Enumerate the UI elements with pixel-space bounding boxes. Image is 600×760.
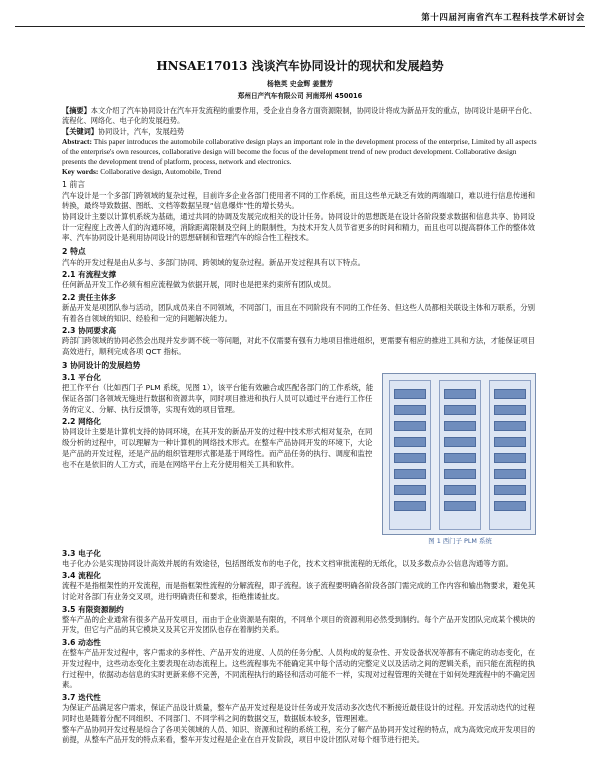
figure-caption: 图 1 西门子 PLM 系统	[428, 537, 492, 546]
subsection-heading: 3.6 动态性	[62, 638, 101, 648]
paragraph: 汽车的开发过程是由从多与、多部门协同、跨领域的复杂过程。新品开发过程具有以下特点。	[62, 257, 366, 267]
subsection-heading: 3.7 迭代性	[62, 693, 101, 703]
abstract	[62, 106, 538, 127]
paragraph: 汽车设计是一个多部门跨领域的复杂过程，目前许多企业各部门使用者不同的工作系统，而且这些单元缺乏有效的两端端口，难以进行信息传递和转换，最终导致数据、图纸、文档等数据呈现“信息爆炸”性的增长势头。	[62, 190, 536, 211]
paragraph: 流程不是指框架性的开发流程，而是指框架性流程的分解流程，即子流程。该子流程要明确各阶段各部门需完成的工作内容和输出物要求，避免其讨论对各部门有业务交叉项，进行明确责任和要求，拒绝推诿扯皮。	[62, 581, 536, 601]
keywords-en-label: Key words:	[62, 167, 99, 177]
subsection-heading: 3.4 流程化	[62, 571, 101, 581]
abstract-en-text: This paper introduces the automobile collaborative design plays an important role in the development process of the enterprise, Limited by all aspects of the enterprise's own resources, collaborative design will become the focus of the development trend of new product development. Collaborative design presents the development trend of platform, process, network and electronics.	[62, 137, 537, 167]
diagram-column	[389, 380, 431, 530]
paragraph: 把工作平台（比如西门子 PLM 系统，见图 1），该平台能有效融合或匹配各部门的工作系统，能保证各部门各领域无缝进行数据和资源共享，同时项目推进和执行人员可以通过平台进行工作任务的定义、分解、执行反馈等，实现有效的项目管理。	[62, 383, 374, 414]
paragraph: 整车产品协同开发过程是综合了各项关领域的人员、知识、资源和过程的系统工程，充分了解产品协同开发过程的特点，成为高效完成开发项目的前提，从整车产品开发的特点来看，整车开发过程是企业在自开发阶段，项目中设计团队对每个细节进行把关。	[62, 724, 536, 745]
diagram-column	[439, 380, 481, 530]
paper-title: HNSAE17013 浅谈汽车协同设计的现状和发展趋势	[156, 59, 444, 73]
text-figure-row	[62, 371, 538, 546]
subsection-heading: 2.2 责任主体多	[62, 292, 117, 302]
abstract-en	[62, 137, 538, 167]
subsection-heading: 3.5 有限资源制约	[62, 604, 124, 614]
paragraph: 新品开发是项团队参与活动，团队成员来自不同领域，不同部门，而且在不同阶段有不同的工作任务、但这些人员都相关联设主体和万联系，分别有着各自领域的知识、经验和一定的问题解决能力。	[62, 302, 536, 323]
subsection-heading: 3.1 平台化	[62, 373, 101, 383]
affiliation: 郑州日产汽车有限公司 河南郑州 450016	[237, 92, 363, 100]
section-heading: 3 协同设计的发展趋势	[62, 360, 141, 370]
subsection-heading: 3.3 电子化	[62, 548, 101, 558]
abstract-en-label: Abstract:	[62, 137, 92, 147]
keywords-text: 协同设计，汽车，发展趋势	[97, 126, 185, 136]
diagram-column	[489, 380, 531, 530]
paragraph: 任何新品开发工作必须有相应流程做为依据开展，同时也是把来约束所有团队成员。	[62, 280, 336, 290]
subsection-heading: 2.2 网络化	[62, 417, 101, 427]
paragraph: 为保证产品满足客户需求，保证产品设计质量，整车产品开发过程是设计任务或开发活动多次迭代不断接近最佳设计的过程。开发活动迭代的过程同时也是随着分配不同组织、不同部门、不同学科之间的数据交互，数据版本较多，管理困难。	[62, 703, 536, 723]
abstract-text: 本文介绍了汽车协同设计在汽车开发流程的重要作用，受企业自身各方面资源限制，协同设计将成为新品开发的重点，协同设计是研平台化、流程化、网络化、电子化的发展趋势。	[62, 106, 537, 126]
left-column	[62, 371, 374, 546]
paragraph: 在整车产品开发过程中，客户需求的多样性、产品开发的进度、人员的任务分配、人员构成的复杂性、开发设备状况等都有不确定的动态变化，在开发过程中，这些动态变化主要表现在动态流程上。这些流程事先不能确定其中每个活动的完整定义以及活动之间的逻辑关系，而只能在流程的执行过程中，依据动态信息的实时更新来修不完善，不同流程执行的路径和活动可能不一样，实现对过程管理的关键在于如何处理流程中的不确定因素。	[62, 648, 536, 690]
paragraph: 协同设计主要是计算机支持的协同环境，在其开发的新品开发的过程中技术形式相对复杂，在同级分析的过程中，可以理解为一种计算机的网络技术形式。在整车产品协同开发的环境下，大论是产品的开发过程，还是产品的组织管理形式都是基于网络性。而产品任务的执行、调度和监控也不在是依旧的人工方式，而是在网络平台上充分使用相关工具和软件。	[62, 427, 373, 469]
keywords-label: 【关键词】	[62, 126, 98, 136]
keywords-en-text: Collaborative design, Automobile, Trend	[100, 167, 222, 177]
section-heading: 2 特点	[62, 247, 86, 257]
keywords	[62, 127, 538, 137]
abstract-label: 【摘要】	[62, 106, 91, 115]
running-header	[15, 4, 585, 27]
authors: 杨艳英 史金辉 姜慧芳	[267, 80, 333, 88]
paragraph: 跨部门跨领域的协同必然会出现并发步调不统一等问题，对此不仅需要有强有力地项目推进组织，更需要有相应的推进工具和方法，才能保证项目高效进行，顺利完成各项 QCT 指标。	[62, 336, 536, 357]
paragraph: 整车产品的企业通常有很多产品开发项目，而由于企业资源是有限的，不同单个项目的资源利用必然受到制约。每个产品开发团队完成某个模块的开发，但它与产品的其它模块又及其它开发团队也存在着制约关系。	[62, 614, 536, 635]
paragraph: 协同设计主要以计算机系统为基础，通过共同的协调及发展完成相关的设计任务。协同设计的思想既是在设计各阶段要求数据和信息共享、协同设计一定程度上改善人们的沟通环境，消除距离限制及空间上的限制性，为技术开发人员节省更多的时间和精力，而且也可以提高群体工作的整体效率、汽车协同设计是利用协同设计的思想研制和管理汽车的综合性工程技术。	[62, 212, 536, 243]
subsection-heading: 2.1 有流程支撑	[62, 270, 117, 280]
plm-diagram	[382, 373, 536, 535]
section-heading: 1 前言	[62, 180, 86, 190]
journal-name: 第十四届河南省汽车工程科技学术研讨会	[421, 13, 585, 23]
paragraph: 电子化办公是实现协同设计高效并展的有效途径，包括图纸发布的电子化，技术文档审批流程的无纸化，以及多数点办公信息沟通等方面。	[62, 558, 513, 568]
keywords-en	[62, 167, 538, 177]
subsection-heading: 2.3 协同要求高	[62, 326, 117, 336]
paper-body	[62, 106, 538, 746]
figure-1	[382, 373, 538, 546]
